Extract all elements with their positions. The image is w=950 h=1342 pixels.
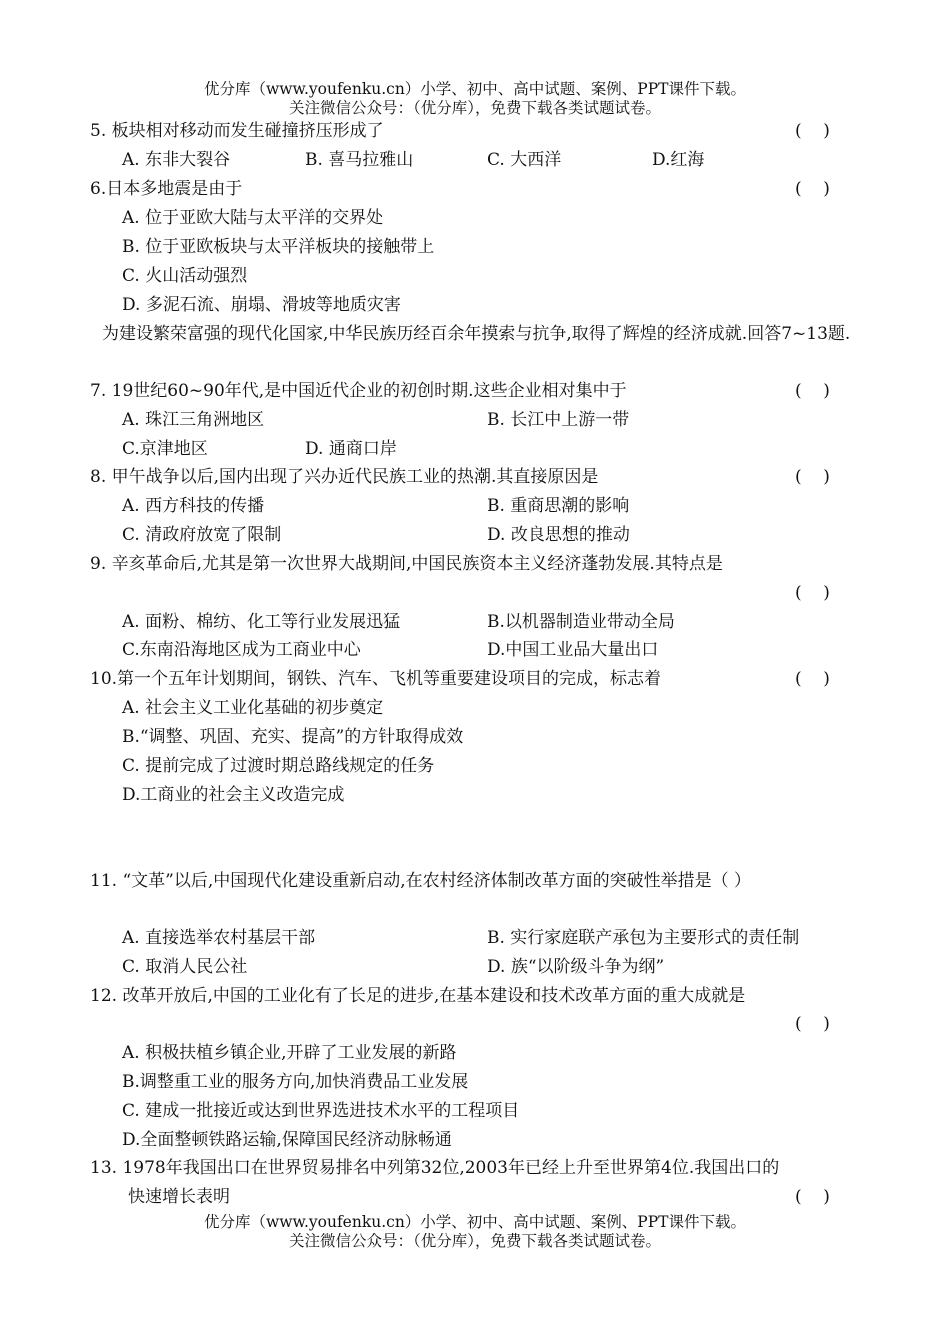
q7-stem: 7. 19世纪60~90年代,是中国近代企业的初创时期.这些企业相对集中于 (90, 381, 627, 401)
q12-stem: 12. 改革开放后,中国的工业化有了长足的进步,在基本建设和技术改革方面的重大成就是 (90, 986, 746, 1006)
q6-answer-paren: ( ) (795, 179, 830, 199)
q11-stem: 11. “文革”以后,中国现代化建设重新启动,在农村经济体制改革方面的突破性举措是（ ） (90, 871, 752, 891)
q10-option-d: D.工商业的社会主义改造完成 (122, 785, 345, 805)
q9-option-a: A. 面粉、棉纺、化工等行业发展迅猛 (122, 612, 401, 632)
q11-option-a: A. 直接选举农村基层干部 (122, 928, 316, 948)
header-wechat-info: 关注微信公众号：（优分库），免费下载各类试题试卷。 (288, 99, 661, 117)
q8-option-c: C. 清政府放宽了限制 (122, 525, 282, 545)
q7-option-d: D. 通商口岸 (305, 439, 397, 459)
q8-answer-paren: ( ) (795, 467, 830, 487)
q9-option-c: C.东南沿海地区成为工商业中心 (122, 640, 361, 660)
q12-option-b: B.调整重工业的服务方向,加快消费品工业发展 (122, 1072, 469, 1092)
q7-option-b: B. 长江中上游一带 (487, 410, 630, 430)
section-intro: 为建设繁荣富强的现代化国家,中华民族历经百余年摸索与抗争,取得了辉煌的经济成就.回答7~13题. (102, 324, 851, 344)
q12-answer-paren: ( ) (795, 1014, 830, 1034)
q10-option-c: C. 提前完成了过渡时期总路线规定的任务 (122, 756, 435, 776)
q10-option-a: A. 社会主义工业化基础的初步奠定 (122, 698, 384, 718)
q10-stem: 10.第一个五年计划期间，钢铁、汽车、飞机等重要建设项目的完成，标志着 (90, 669, 662, 689)
q5-option-d: D.红海 (652, 150, 705, 170)
q8-option-a: A. 西方科技的传播 (122, 496, 265, 516)
q6-option-d: D. 多泥石流、崩塌、滑坡等地质灾害 (122, 295, 401, 315)
q12-option-a: A. 积极扶植乡镇企业,开辟了工业发展的新路 (122, 1043, 457, 1063)
q6-option-c: C. 火山活动强烈 (122, 266, 248, 286)
q8-stem: 8. 甲午战争以后,国内出现了兴办近代民族工业的热潮.其直接原因是 (90, 467, 599, 487)
footer-wechat-info: 关注微信公众号：（优分库），免费下载各类试题试卷。 (288, 1232, 661, 1250)
q11-option-b: B. 实行家庭联产承包为主要形式的责任制 (487, 928, 800, 948)
q13-stem-continued: 快速增长表明 (128, 1187, 230, 1207)
q10-answer-paren: ( ) (795, 669, 830, 689)
q5-option-b: B. 喜马拉雅山 (305, 150, 414, 170)
q7-answer-paren: ( ) (795, 381, 830, 401)
q13-stem: 13. 1978年我国出口在世界贸易排名中列第32位,2003年已经上升至世界第4位.我国出口的 (90, 1158, 780, 1178)
q6-stem: 6.日本多地震是由于 (90, 179, 243, 199)
q11-option-c: C. 取消人民公社 (122, 957, 248, 977)
q12-option-d: D.全面整顿铁路运输,保障国民经济动脉畅通 (122, 1130, 452, 1150)
q8-option-b: B. 重商思潮的影响 (487, 496, 630, 516)
header-site-info: 优分库（www.youfenku.cn）小学、初中、高中试题、案例、PPT课件下载。 (203, 80, 747, 98)
footer-site-info: 优分库（www.youfenku.cn）小学、初中、高中试题、案例、PPT课件下载。 (203, 1213, 747, 1231)
q5-option-a: A. 东非大裂谷 (122, 150, 231, 170)
q9-stem: 9. 辛亥革命后,尤其是第一次世界大战期间,中国民族资本主义经济蓬勃发展.其特点是 (90, 554, 723, 574)
q9-answer-paren: ( ) (795, 583, 830, 603)
q10-option-b: B.“调整、巩固、充实、提高”的方针取得成效 (122, 727, 464, 747)
q12-option-c: C. 建成一批接近或达到世界选进技术水平的工程项目 (122, 1101, 520, 1121)
q11-option-d: D. 族“以阶级斗争为纲” (487, 957, 665, 977)
q7-option-c: C.京津地区 (122, 439, 208, 459)
q9-option-b: B.以机器制造业带动全局 (487, 612, 675, 632)
q5-option-c: C. 大西洋 (487, 150, 562, 170)
q5-stem: 5. 板块相对移动而发生碰撞挤压形成了 (90, 121, 384, 141)
q13-answer-paren: ( ) (795, 1187, 830, 1207)
q5-answer-paren: ( ) (795, 121, 830, 141)
q6-option-a: A. 位于亚欧大陆与太平洋的交界处 (122, 208, 384, 228)
q6-option-b: B. 位于亚欧板块与太平洋板块的接触带上 (122, 237, 435, 257)
q8-option-d: D. 改良思想的推动 (487, 525, 630, 545)
q7-option-a: A. 珠江三角洲地区 (122, 410, 265, 430)
q9-option-d: D.中国工业品大量出口 (487, 640, 659, 660)
